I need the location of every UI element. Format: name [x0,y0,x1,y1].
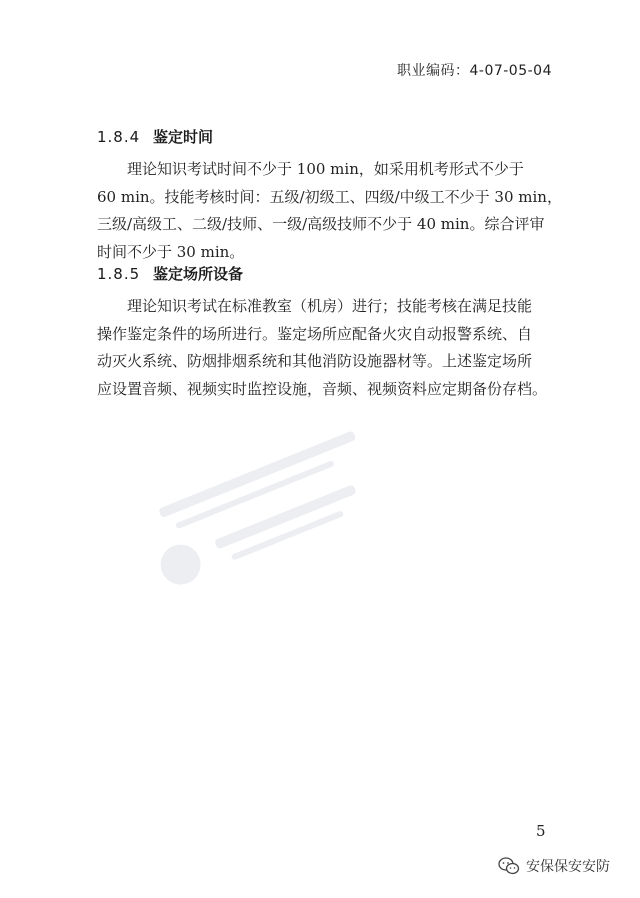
paragraph-line: 理论知识考试时间不少于 100 min，如采用机考形式不少于 [127,160,524,178]
section-title: 鉴定场所设备 [153,265,244,283]
section-paragraph-1-8-4 [97,156,562,266]
section-heading-1-8-4 [97,126,213,147]
paragraph-line: 三级/高级工、二级/技师、一级/高级技师不少于 40 min。综合评审 [97,215,545,233]
brand-name: 安保保安安防 [526,859,610,875]
section-number: 1.8.5 [97,265,141,283]
paragraph-line: 60 min。技能考核时间：五级/初级工、四级/中级工不少于 30 min， [97,187,562,206]
publisher-watermark [132,393,448,637]
page-number: 5 [536,822,546,840]
paragraph-line: 动灭火系统、防烟排烟系统和其他消防设施器材等。上述鉴定场所 [97,352,533,370]
paragraph-line: 理论知识考试在标准教室（机房）进行；技能考核在满足技能 [127,297,533,315]
paragraph-line: 应设置音频、视频实时监控设施，音频、视频资料应定期备份存档。 [97,379,548,398]
paragraph-line: 时间不少于 30 min。 [97,242,245,261]
section-title: 鉴定时间 [153,128,214,146]
section-paragraph-1-8-5 [97,293,549,403]
footer-brand[interactable] [498,856,610,876]
wechat-icon [498,857,520,875]
occupation-code: 职业编码：4-07-05-04 [396,63,552,79]
section-heading-1-8-5 [97,263,243,284]
section-number: 1.8.4 [97,128,141,146]
paragraph-line: 操作鉴定条件的场所进行。鉴定场所应配备火灾自动报警系统、自 [97,324,533,343]
